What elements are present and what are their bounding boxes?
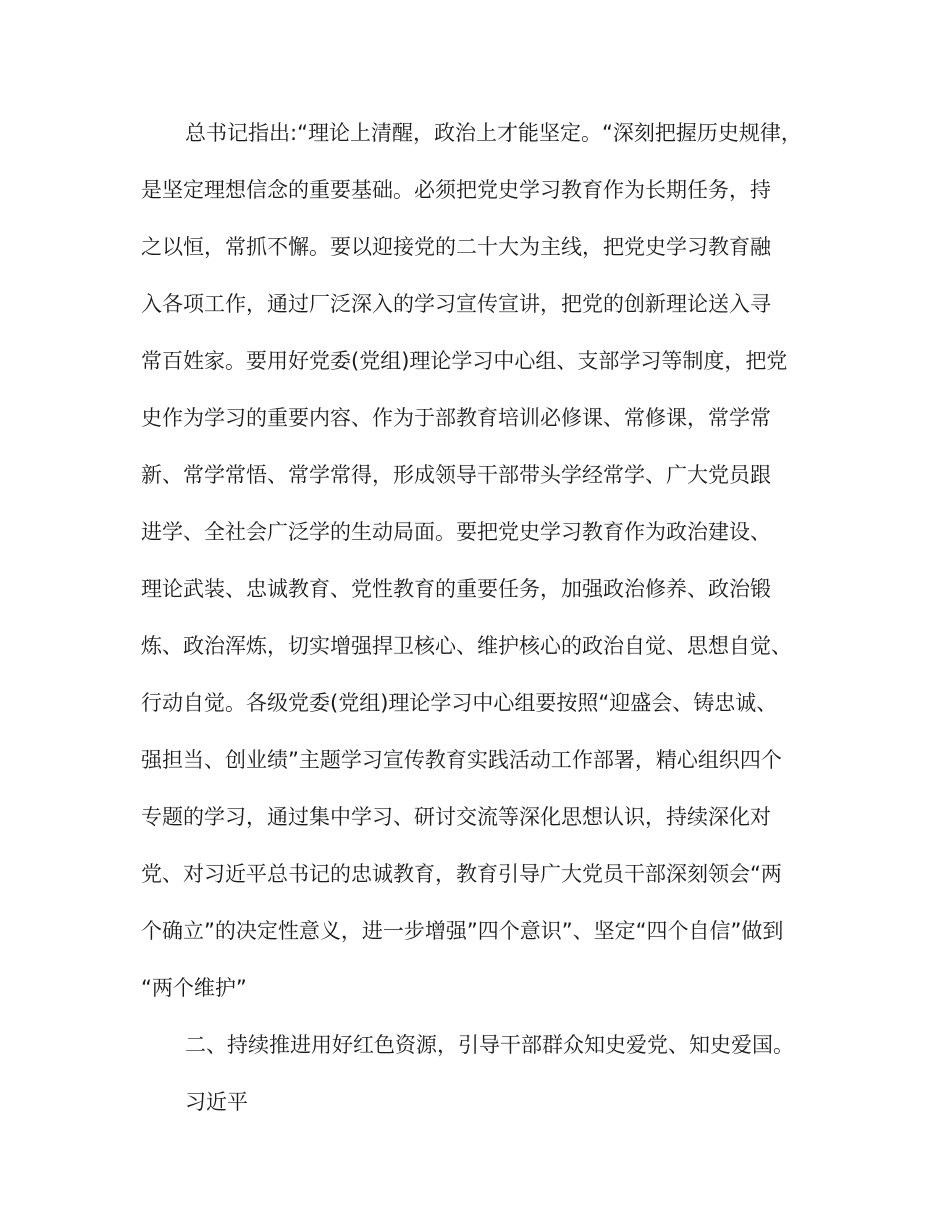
- text-line: 专题的学习，通过集中学习、研讨交流等深化思想认识，持续深化对: [141, 805, 771, 829]
- text-line: 常百姓家。要用好党委(党组)理论学习中心组、支部学习等制度，把党: [141, 349, 788, 373]
- text-line: 史作为学习的重要内容、作为于部教育培训必修课、常修课，常学常: [141, 406, 771, 430]
- text-line: “两个维护”: [141, 976, 247, 1000]
- text-line: 党、对习近平总书记的忠诚教育，教育引导广大党员干部深刻领会“两: [141, 862, 782, 886]
- text-line: 理论武装、忠诚教育、党性教育的重要任务，加强政治修养、政治锻: [141, 577, 771, 601]
- text-line: 炼、政治浑炼，切实增强捍卫核心、维护核心的政治自觉、思想自觉、: [141, 634, 792, 658]
- text-line: 行动自觉。各级党委(党组)理论学习中心组要按照“迎盛会、铸忠诚、: [141, 691, 778, 715]
- section-heading: 二、持续推进用好红色资源，引导干部群众知史爱党、知史爱国。: [185, 1033, 794, 1057]
- text-line: 入各项工作，通过厂泛深入的学习宣传宣讲，把党的创新理论送入寻: [141, 292, 771, 316]
- text-line: 进学、全社会广泛学的生动局面。要把党史学习教育作为政治建设、: [141, 520, 771, 544]
- text-line: 是坚定理想信念的重要基础。必须把党史学习教育作为长期任务，持: [141, 178, 771, 202]
- text-line: 强担当、创业绩”主题学习宣传教育实践活动工作部署，精心组织四个: [141, 748, 782, 772]
- text-line: 个确立”的决定性意义，进一步增强”四个意识”、坚定“四个自信”做到: [141, 919, 784, 943]
- text-line: 之以恒，常抓不懈。要以迎接党的二十大为主线，把党史学习教育融: [141, 235, 771, 259]
- text-line: 总书记指出:“理论上清醒，政治上才能坚定。“深刻把握历史规律，: [185, 121, 802, 145]
- document-body: [141, 105, 821, 1131]
- text-line: 习近平: [185, 1090, 248, 1114]
- text-line: 新、常学常悟、常学常得，形成领导干部带头学经常学、广大党员跟: [141, 463, 771, 487]
